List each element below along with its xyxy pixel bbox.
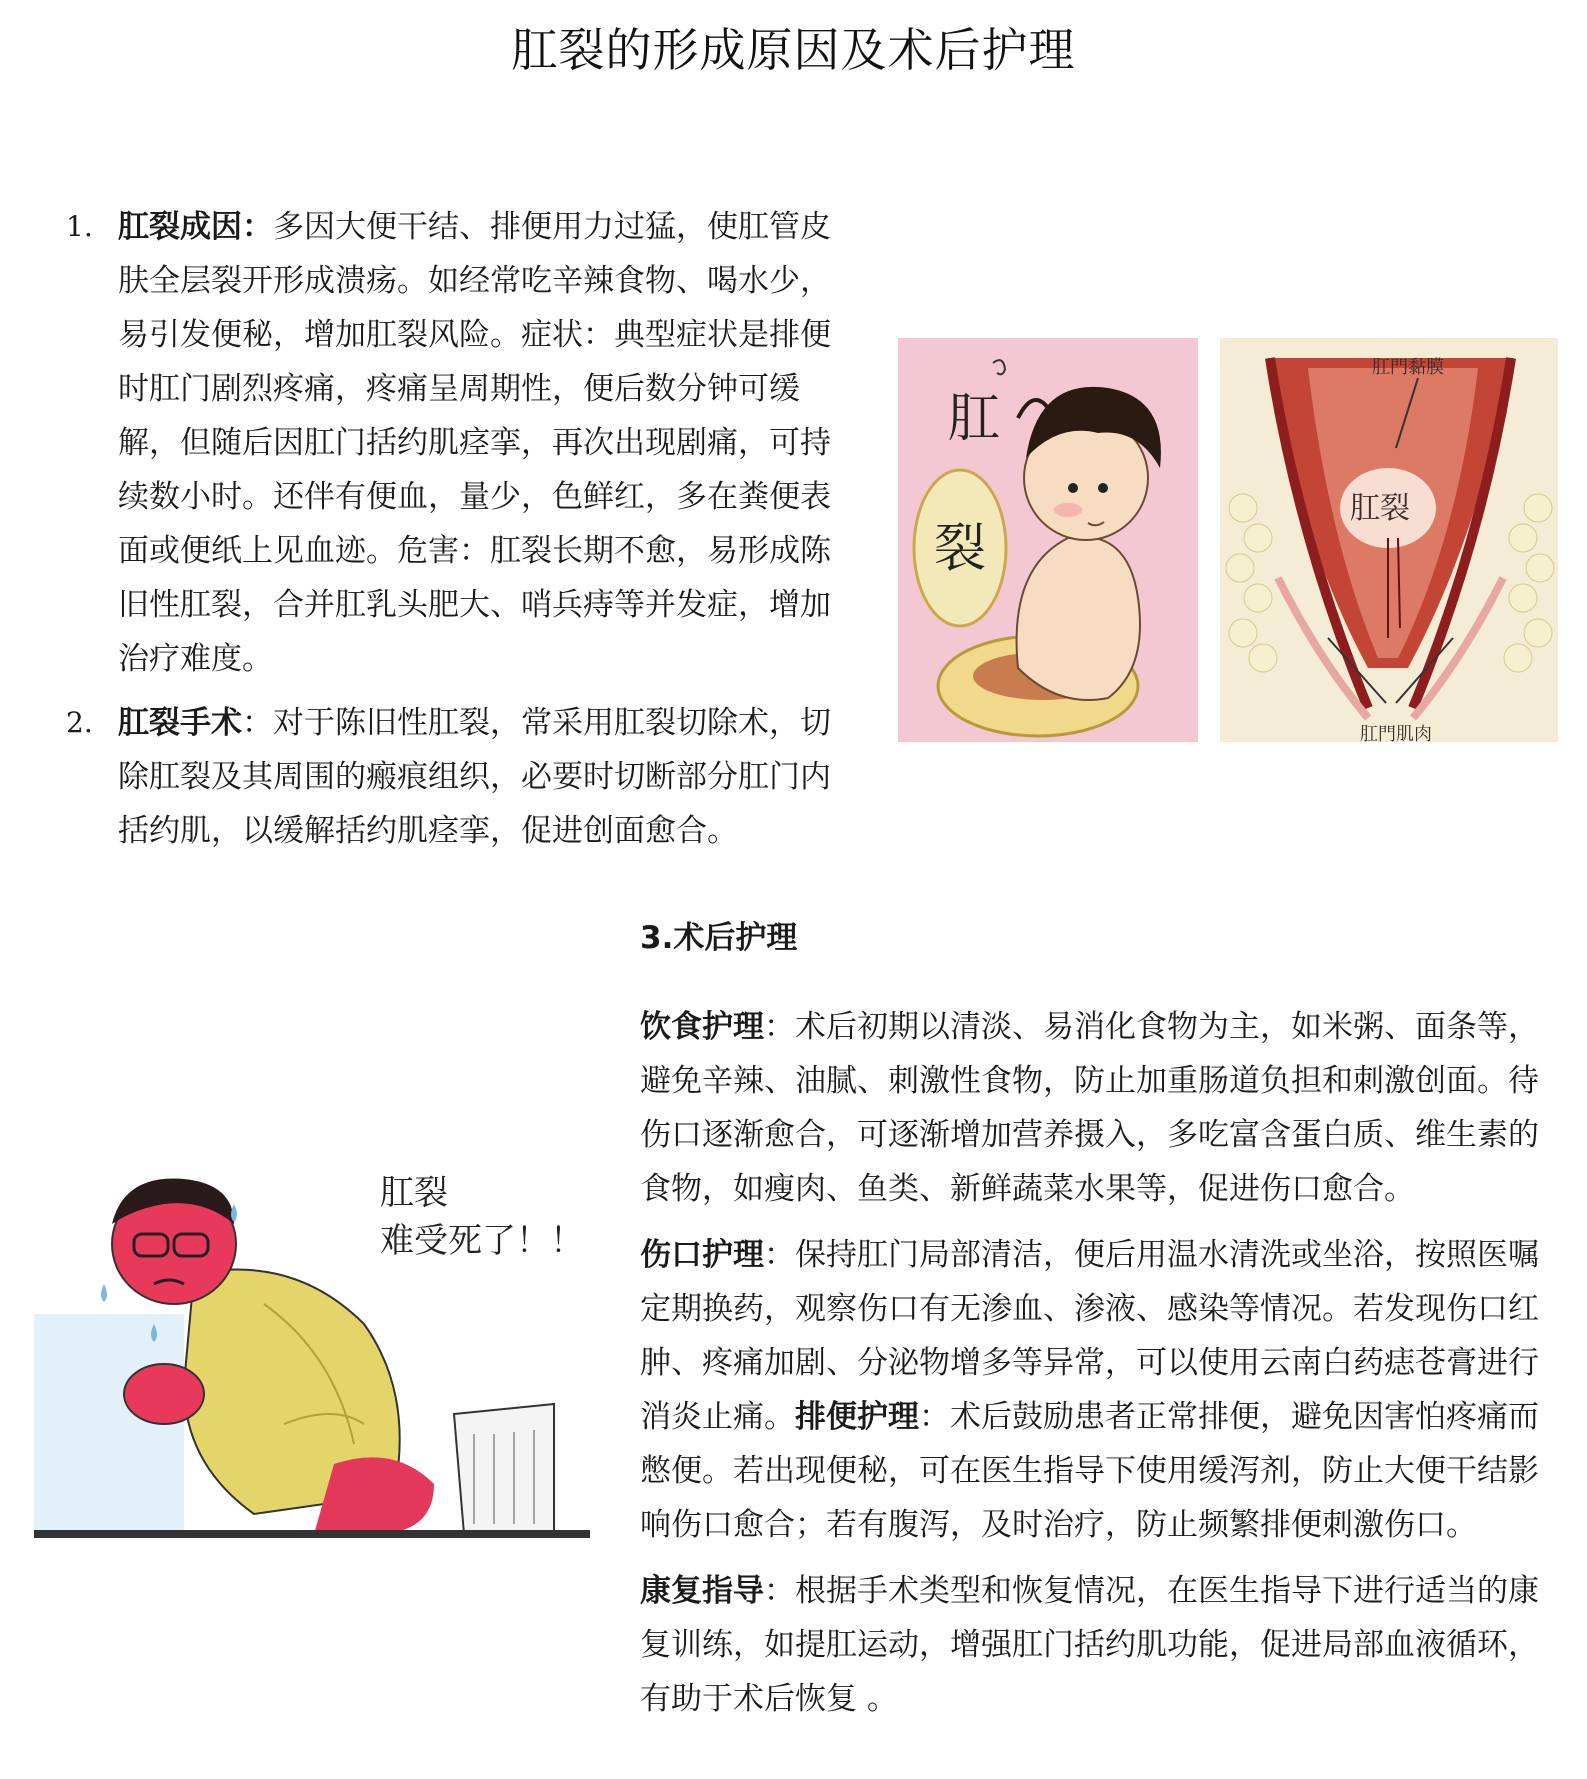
page-title: 肛裂的形成原因及术后护理: [511, 23, 1076, 77]
list-number: 1.: [66, 210, 93, 243]
fissure-illustration: [898, 338, 1558, 742]
para-heading: 康复指导: [640, 1573, 764, 1609]
para-heading: 饮食护理: [640, 1009, 764, 1045]
anatomy-label-mucosa: 肛門黏膜: [1372, 357, 1444, 378]
speech-line-1: 肛裂: [380, 1173, 448, 1213]
postop-care: [640, 1000, 1545, 1738]
list-item-causes: [60, 200, 860, 686]
rehab-paragraph: [640, 1564, 1545, 1726]
item-heading: 肛裂手术: [118, 705, 242, 741]
item-heading: 肛裂成因：: [118, 209, 273, 245]
para-text: ：根据手术类型和恢复情况，在医生指导下进行适当的康复训练，如提肛运动，增强肛门括约肌功能，促进局部血液循环，有助于术后恢复 。: [640, 1573, 1539, 1717]
item-text: 多因大便干结、排便用力过猛，使肛管皮肤全层裂开形成溃疡。如经常吃辛辣食物、喝水少，易引发便秘，增加肛裂风险。症状：典型症状是排便时肛门剧烈疼痛，疼痛呈周期性，便后数分钟可缓解，但随后因肛门括约肌痉挛，再次出现剧痛，可持续数小时。还伴有便血，量少，色鲜红，多在粪便表面或便纸上见血迹。危害：肛裂长期不愈，易形成陈旧性肛裂，合并肛乳头肥大、哨兵痔等并发症，增加治疗难度。: [118, 209, 831, 677]
list-number: 2.: [66, 706, 93, 739]
para-heading-bowel: 排便护理: [795, 1399, 919, 1435]
cartoon-label-1: 肛: [948, 389, 1001, 449]
cartoon-label-2: 裂: [934, 519, 987, 579]
para-text-bowel: ：术后鼓励患者正常排便，避免因害怕疼痛而憋便。若出现便秘，可在医生指导下使用缓泻剂，防止大便干结影响伤口愈合；若有腹泻，及时治疗，防止频繁排便刺激伤口。: [640, 1399, 1539, 1543]
anatomy-label-muscle: 肛門肌肉: [1360, 724, 1432, 742]
wound-care-paragraph: [640, 1228, 1545, 1552]
anatomy-label-fissure: 肛裂: [1350, 491, 1410, 526]
para-text: ：术后初期以清淡、易消化食物为主，如米粥、面条等，避免辛辣、油腻、刺激性食物，防止加重肠道负担和刺激创面。待伤口逐渐愈合，可逐渐增加营养摄入，多吃富含蛋白质、维生素的食物，如瘦肉、鱼类、新鲜蔬菜水果等，促进伤口愈合。: [640, 1009, 1539, 1207]
para-heading: 伤口护理: [640, 1237, 764, 1273]
pain-cartoon: [34, 1164, 590, 1544]
para-text: ：保持肛门局部清洁，便后用温水清洗或坐浴，按照医嘱定期换药，观察伤口有无渗血、渗液、感染等情况。若发现伤口红肿、疼痛加剧、分泌物增多等异常，可以使用云南白药痣苍膏进行消炎止痛。: [640, 1237, 1539, 1435]
diet-care-paragraph: [640, 1000, 1545, 1216]
list-item-surgery: [60, 696, 860, 858]
cause-list: [60, 200, 860, 868]
speech-line-2: 难受死了！！: [380, 1221, 584, 1261]
item-text: ：对于陈旧性肛裂，常采用肛裂切除术，切除肛裂及其周围的瘢痕组织，必要时切断部分肛门内括约肌，以缓解括约肌痉挛，促进创面愈合。: [118, 705, 831, 849]
section-heading-postop: 3.术后护理: [640, 920, 798, 956]
